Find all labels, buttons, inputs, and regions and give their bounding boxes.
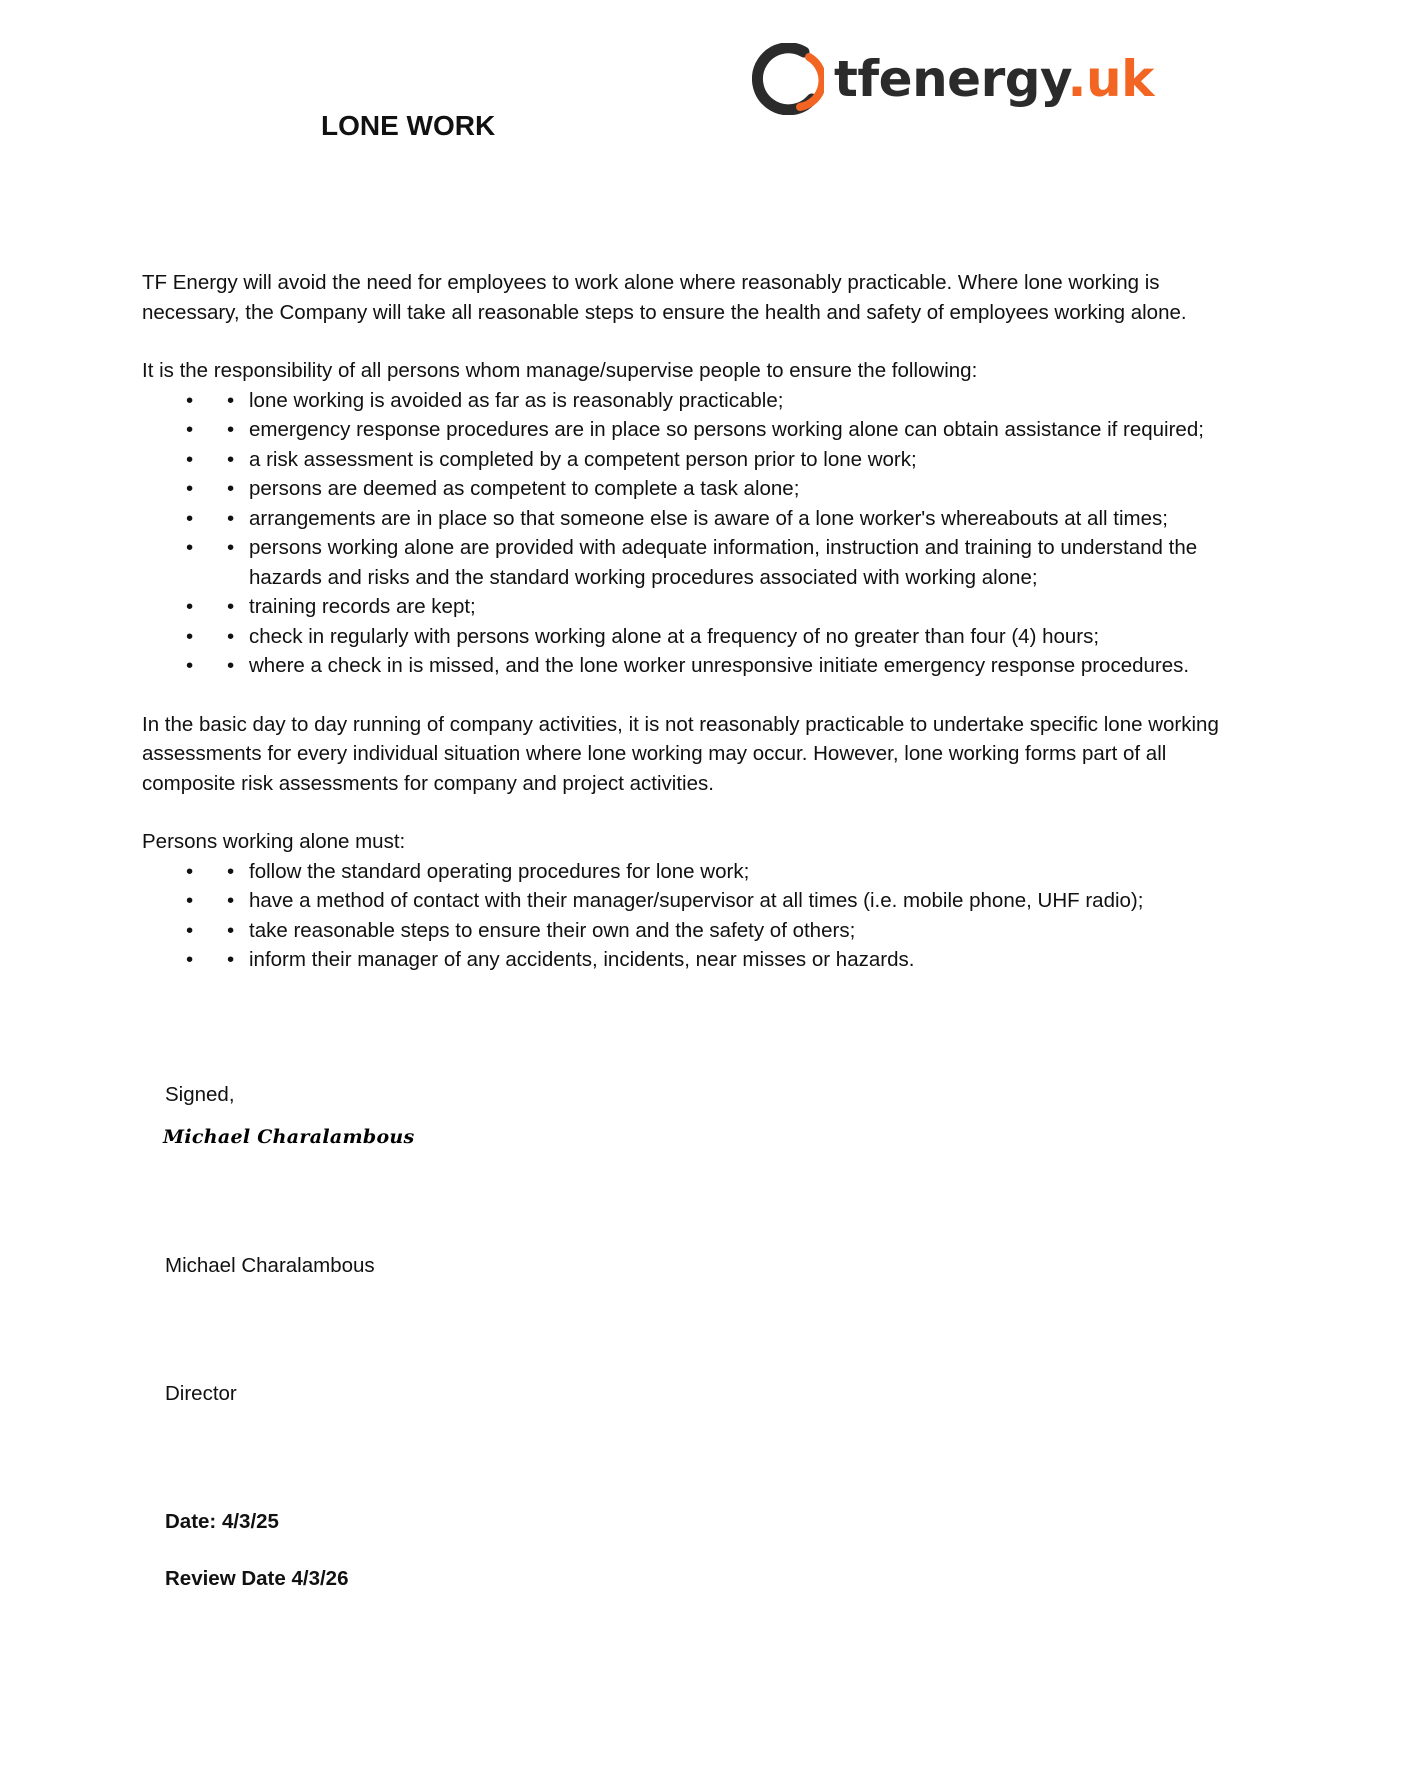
list-item xyxy=(142,474,1262,504)
bullet-icon: • xyxy=(186,889,194,912)
list-item-text: emergency response procedures are in place so persons working alone can obtain assistance if required; xyxy=(249,418,1204,441)
review-date: Review Date 4/3/26 xyxy=(165,1567,349,1590)
signer-role: Director xyxy=(165,1382,237,1405)
bullet-icon: • xyxy=(227,859,235,883)
bullet-icon: • xyxy=(186,536,194,559)
bullet-icon: • xyxy=(186,948,194,971)
list-item-text: persons are deemed as competent to complete a task alone; xyxy=(249,477,800,500)
list-item-text: take reasonable steps to ensure their own and the safety of others; xyxy=(249,918,856,942)
logo-tld: .uk xyxy=(1067,50,1154,108)
list-item xyxy=(142,504,1262,534)
list-item-text: a risk assessment is completed by a competent person prior to lone work; xyxy=(249,447,917,471)
logo-wordmark xyxy=(834,50,1154,108)
bullet-icon: • xyxy=(227,624,235,648)
list-item-text: lone working is avoided as far as is reasonably practicable; xyxy=(249,388,784,412)
managers-lead: It is the responsibility of all persons whom manage/supervise people to ensure the following: xyxy=(142,359,978,382)
list-item-text: follow the standard operating procedures for lone work; xyxy=(249,859,750,883)
bullet-icon: • xyxy=(186,859,194,883)
bullet-icon: • xyxy=(227,447,235,471)
company-logo xyxy=(752,42,1154,116)
bullet-icon: • xyxy=(186,918,194,942)
list-item xyxy=(142,386,1262,416)
list-item-text: where a check in is missed, and the lone worker unresponsive initiate emergency response procedures. xyxy=(249,654,1190,677)
bullet-icon: • xyxy=(227,536,235,559)
list-item-text: arrangements are in place so that someone else is aware of a lone worker's whereabouts at all times; xyxy=(249,506,1168,530)
list-item xyxy=(142,857,1262,887)
bullet-icon: • xyxy=(186,447,194,471)
bullet-icon: • xyxy=(227,948,235,971)
list-item-text: have a method of contact with their manager/supervisor at all times (i.e. mobile phone, UHF radio); xyxy=(249,889,1144,912)
page-title: LONE WORK xyxy=(321,110,496,141)
bullet-icon: • xyxy=(227,418,235,441)
basic-paragraph: In the basic day to day running of company activities, it is not reasonably practicable to undertake specific lone working assessments for every individual situation where lone working may occur. However, lone working forms part of all composite risk assessments for company and project activities. xyxy=(142,712,1219,795)
bullet-icon: • xyxy=(186,506,194,530)
list-item-text: persons working alone are provided with adequate information, instruction and training to understand the hazards and risks and the standard working procedures associated with working alone; xyxy=(249,536,1198,589)
signed-label: Signed, xyxy=(165,1083,235,1106)
list-item xyxy=(142,916,1262,946)
bullet-icon: • xyxy=(186,388,194,412)
bullet-icon: • xyxy=(227,388,235,412)
list-item xyxy=(142,533,1262,592)
list-item xyxy=(142,592,1262,622)
bullet-icon: • xyxy=(186,477,194,500)
list-item-text: training records are kept; xyxy=(249,595,476,618)
managers-list xyxy=(142,386,1262,681)
list-item xyxy=(142,415,1262,445)
logo-ring-icon xyxy=(752,43,824,115)
bullet-icon: • xyxy=(227,595,235,618)
bullet-icon: • xyxy=(227,918,235,942)
bullet-icon: • xyxy=(186,654,194,677)
list-item xyxy=(142,622,1262,652)
bullet-icon: • xyxy=(186,624,194,648)
workers-list xyxy=(142,857,1262,975)
bullet-icon: • xyxy=(186,595,194,618)
issue-date: Date: 4/3/25 xyxy=(165,1510,279,1533)
intro-paragraph: TF Energy will avoid the need for employees to work alone where reasonably practicable. Where lone working is necessary, the Company will take all reasonable steps to ensure the health and safety of employees working alone. xyxy=(142,271,1187,324)
list-item-text: check in regularly with persons working alone at a frequency of no greater than four (4) hours; xyxy=(249,624,1100,648)
bullet-icon: • xyxy=(227,654,235,677)
bullet-icon: • xyxy=(186,418,194,441)
signature: Michael Charalambous xyxy=(163,1126,415,1148)
logo-name: tfenergy xyxy=(834,50,1068,108)
bullet-icon: • xyxy=(227,477,235,500)
signer-name: Michael Charalambous xyxy=(165,1254,375,1277)
bullet-icon: • xyxy=(227,506,235,530)
workers-lead: Persons working alone must: xyxy=(142,830,406,853)
bullet-icon: • xyxy=(227,889,235,912)
list-item xyxy=(142,945,1262,975)
list-item xyxy=(142,886,1262,916)
list-item xyxy=(142,445,1262,475)
list-item-text: inform their manager of any accidents, incidents, near misses or hazards. xyxy=(249,948,915,971)
policy-body xyxy=(142,268,1262,975)
list-item xyxy=(142,651,1262,681)
